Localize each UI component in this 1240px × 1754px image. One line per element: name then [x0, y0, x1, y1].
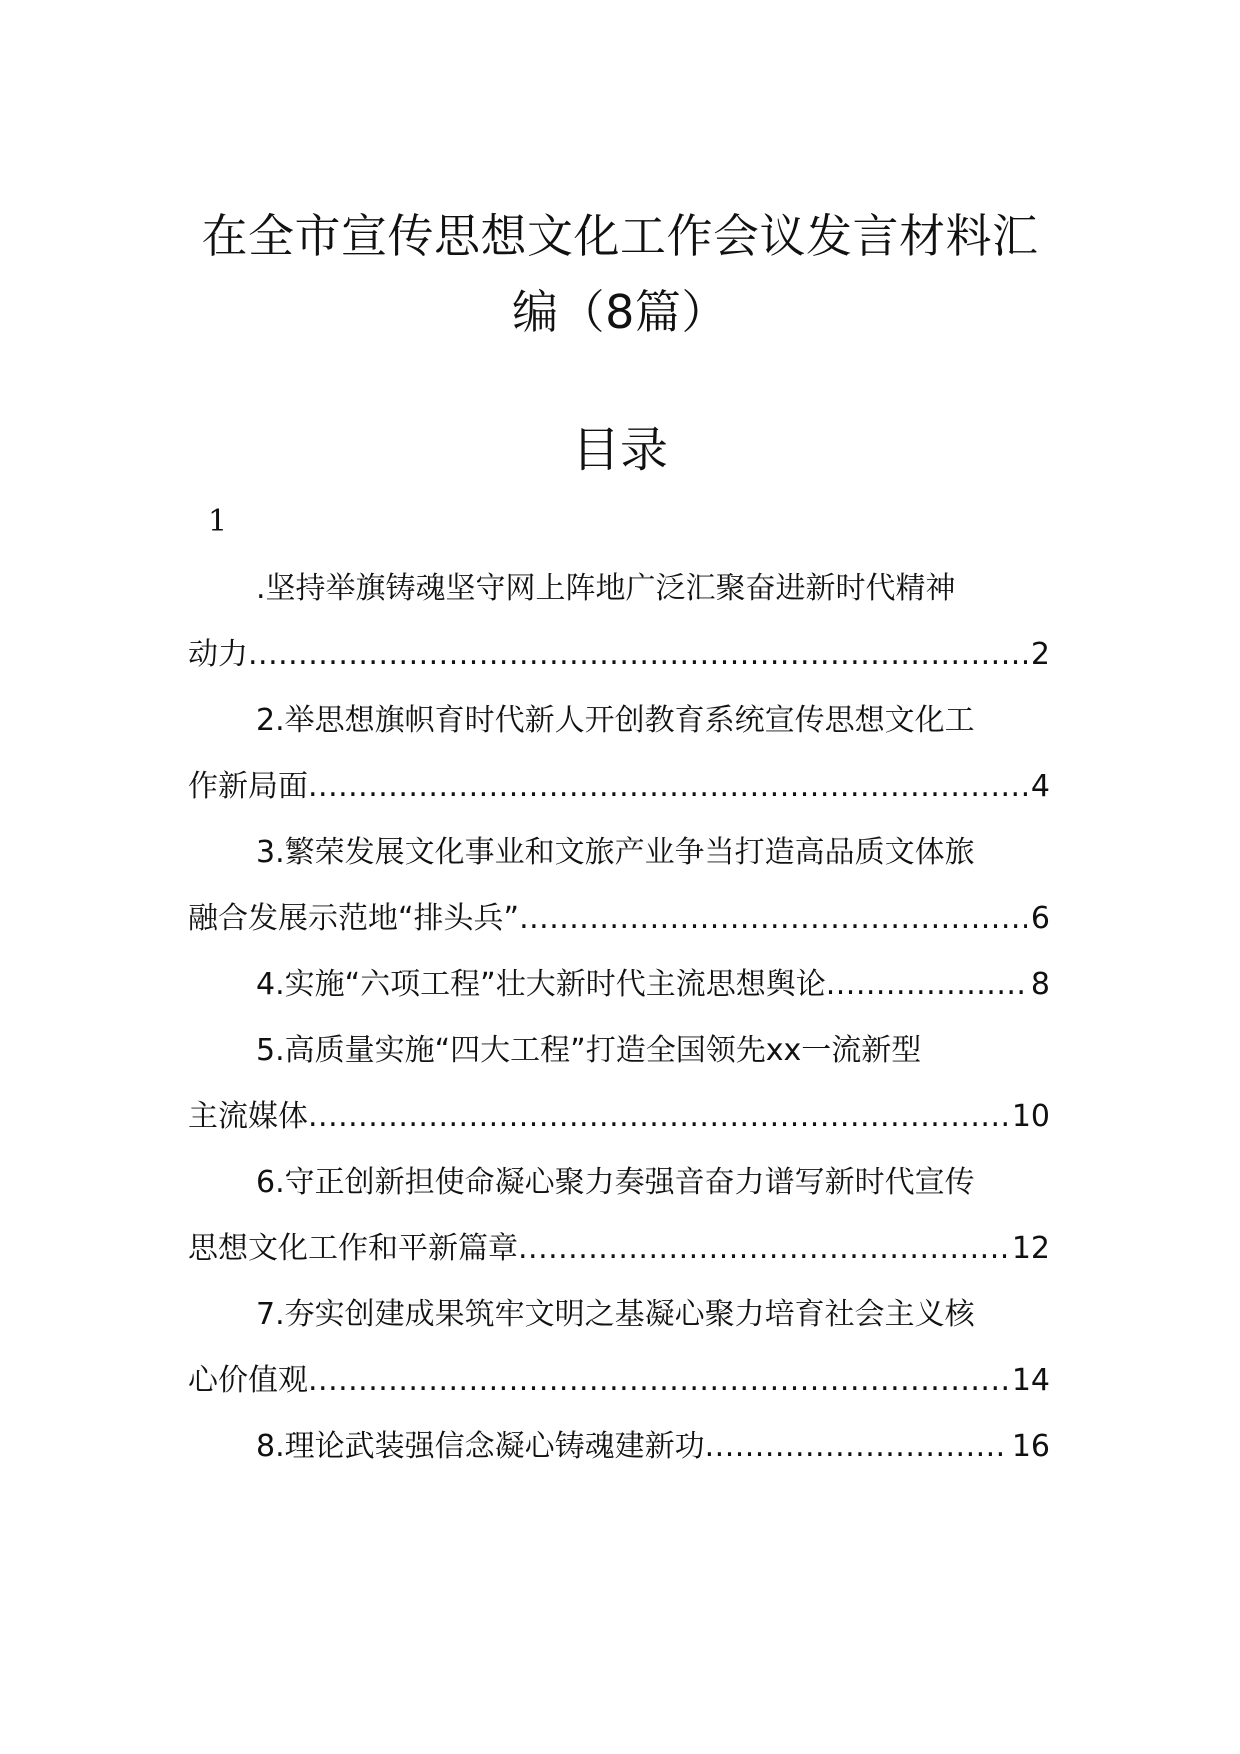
dot-leader: [519, 886, 1027, 952]
toc-entry-title: .坚持举旗铸魂坚守网上阵地广泛汇聚奋进新时代精神: [256, 571, 956, 606]
toc-entry-title-continued: 动力: [188, 637, 248, 672]
toc-entry[interactable]: [188, 1018, 1050, 1150]
toc-entry-title: 6.守正创新担使命凝心聚力奏强音奋力谱写新时代宣传: [256, 1165, 975, 1200]
toc-page-number: 14: [1011, 1363, 1050, 1398]
toc-entry[interactable]: [188, 952, 1050, 1018]
stray-number: 1: [208, 504, 228, 539]
dot-leader: [308, 1348, 1008, 1414]
toc-entry-title: 8.理论武装强信念凝心铸魂建新功: [256, 1429, 705, 1464]
toc-entry-title: 7.夯实创建成果筑牢文明之基凝心聚力培育社会主义核: [256, 1297, 975, 1332]
dot-leader: [826, 952, 1027, 1018]
toc-entry-title-continued: 主流媒体: [188, 1099, 308, 1134]
toc-entry-title-continued: 融合发展示范地“排头兵”: [188, 901, 520, 936]
toc-page-number: 6: [1030, 901, 1050, 936]
toc-entry[interactable]: [188, 1414, 1050, 1480]
toc-page-number: 12: [1011, 1231, 1050, 1266]
dot-leader: [518, 1216, 1008, 1282]
toc-entry[interactable]: [188, 1150, 1050, 1282]
toc-page-number: 10: [1011, 1099, 1050, 1134]
toc-entry[interactable]: [188, 820, 1050, 952]
toc-page-number: 8: [1030, 967, 1050, 1002]
toc-entry-title: 2.举思想旗帜育时代新人开创教育系统宣传思想文化工: [256, 703, 975, 738]
toc-entry-title-continued: 作新局面: [188, 769, 308, 804]
toc-page-number: 4: [1030, 769, 1050, 804]
toc-heading: 目录: [571, 422, 668, 478]
toc-entry[interactable]: [188, 688, 1050, 820]
toc-entry[interactable]: [188, 1282, 1050, 1414]
toc-entry-title-continued: 心价值观: [188, 1363, 308, 1398]
toc-entry[interactable]: [188, 556, 1050, 688]
dot-leader: [308, 1084, 1008, 1150]
table-of-contents: [188, 556, 1050, 1480]
toc-page-number: 2: [1030, 637, 1050, 672]
dot-leader: [308, 754, 1027, 820]
document-title: 在全市宣传思想文化工作会议发言材料汇编（8篇）: [201, 209, 1039, 339]
toc-entry-title-continued: 思想文化工作和平新篇章: [188, 1231, 518, 1266]
dot-leader: [248, 622, 1027, 688]
toc-entry-title: 4.实施“六项工程”壮大新时代主流思想舆论: [256, 967, 826, 1002]
toc-entry-title: 5.高质量实施“四大工程”打造全国领先xx一流新型: [256, 1033, 922, 1068]
dot-leader: [705, 1414, 1008, 1480]
toc-page-number: 16: [1011, 1429, 1050, 1464]
toc-entry-title: 3.繁荣发展文化事业和文旅产业争当打造高品质文体旅: [256, 835, 975, 870]
